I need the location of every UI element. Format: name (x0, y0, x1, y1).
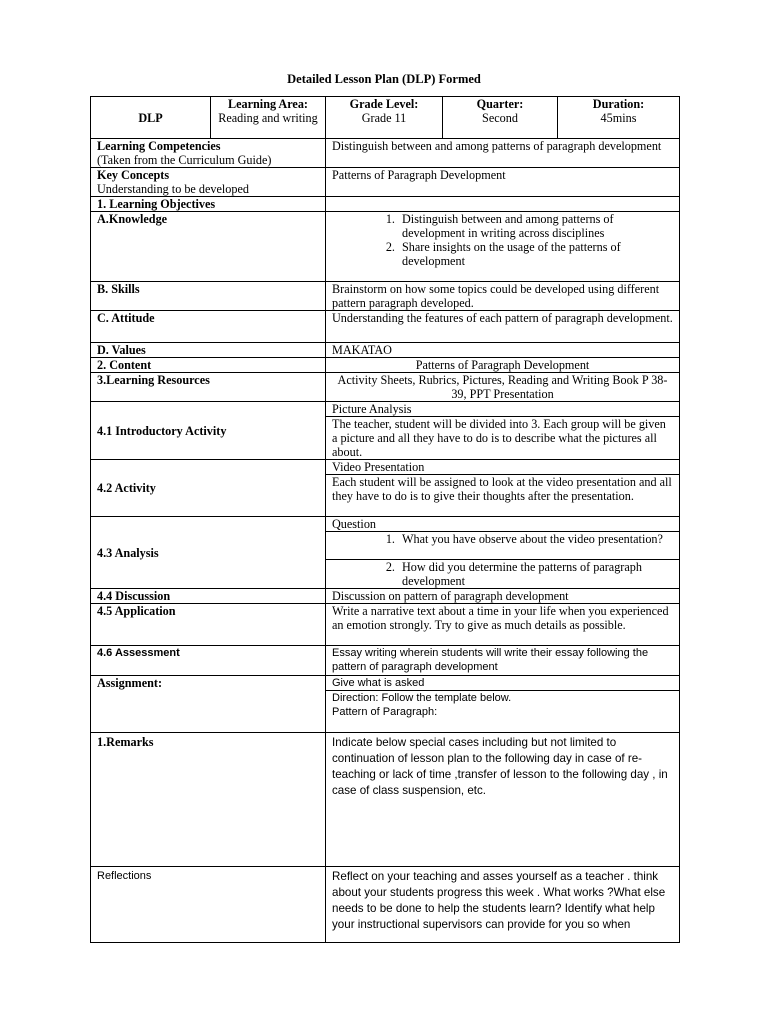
values-row (91, 343, 680, 358)
competencies-sub: (Taken from the Curriculum Guide) (97, 153, 272, 167)
skills-row (91, 282, 680, 311)
learning-area-cell (211, 97, 326, 139)
activity-value: Each student will be assigned to look at the video presentation and all they have to do is to give their thoughts after the presentation. (326, 475, 680, 517)
learning-area-value: Reading and writing (218, 111, 318, 125)
reflections-label: Reflections (91, 867, 326, 943)
intro-label: 4.1 Introductory Activity (91, 402, 326, 460)
header-row (91, 97, 680, 139)
knowledge-value (326, 212, 680, 282)
lesson-plan-table (90, 96, 680, 943)
competencies-value: Distinguish between and among patterns of paragraph development (326, 139, 680, 168)
content-row (91, 358, 680, 373)
document-title: Detailed Lesson Plan (DLP) Formed (287, 72, 481, 86)
assessment-label: 4.6 Assessment (91, 646, 326, 676)
assessment-row (91, 646, 680, 676)
key-concepts-sub: Understanding to be developed (97, 182, 249, 196)
application-label: 4.5 Application (91, 604, 326, 646)
key-concepts-value: Patterns of Paragraph Development (326, 168, 680, 197)
knowledge-item: 1. Distinguish between and among patterns of development in writing across disciplines (398, 212, 673, 240)
activity-title-row (91, 460, 680, 475)
analysis-title-row (91, 517, 680, 532)
assignment-pattern: Pattern of Paragraph: (332, 706, 438, 718)
attitude-label: C. Attitude (91, 311, 326, 343)
assignment-label: Assignment: (91, 676, 326, 733)
competencies-row (91, 139, 680, 168)
learning-area-label: Learning Area: (227, 97, 308, 111)
quarter-value: Second (482, 111, 518, 125)
knowledge-row (91, 212, 680, 282)
values-value: MAKATAO (326, 343, 680, 358)
discussion-value: Discussion on pattern of paragraph development (326, 589, 680, 604)
quarter-cell (443, 97, 558, 139)
analysis-label: 4.3 Analysis (91, 517, 326, 589)
duration-cell (558, 97, 680, 139)
intro-title: Picture Analysis (326, 402, 680, 417)
attitude-value: Understanding the features of each pattern of paragraph development. (326, 311, 680, 343)
assignment-direction: Direction: Follow the template below. (332, 692, 512, 704)
objectives-label: 1. Learning Objectives (91, 197, 326, 212)
knowledge-item: 2. Share insights on the usage of the patterns of development (398, 240, 673, 268)
application-row (91, 604, 680, 646)
dlp-cell: DLP (91, 97, 211, 139)
values-label: D. Values (91, 343, 326, 358)
assessment-value: Essay writing wherein students will write their essay following the pattern of paragraph development (326, 646, 680, 676)
remarks-row (91, 733, 680, 867)
key-concepts-row (91, 168, 680, 197)
analysis-item: 2. How did you determine the patterns of paragraph development (398, 560, 673, 588)
activity-label: 4.2 Activity (91, 460, 326, 517)
intro-title-row (91, 402, 680, 417)
assignment-title-row (91, 676, 680, 691)
resources-row (91, 373, 680, 402)
quarter-label: Quarter: (476, 97, 524, 111)
grade-level-value: Grade 11 (361, 111, 407, 125)
remarks-label: 1.Remarks (91, 733, 326, 867)
skills-value: Brainstorm on how some topics could be developed using different pattern paragraph developed. (326, 282, 680, 311)
duration-value: 45mins (600, 111, 637, 125)
activity-title: Video Presentation (326, 460, 680, 475)
application-value: Write a narrative text about a time in your life when you experienced an emotion strongly. Try to give as much details as possible. (326, 604, 680, 646)
attitude-row (91, 311, 680, 343)
analysis-item: 1. What you have observe about the video presentation? (398, 532, 673, 546)
grade-level-cell (326, 97, 443, 139)
key-concepts-label: Key Concepts (97, 168, 170, 182)
resources-label: 3.Learning Resources (91, 373, 326, 402)
reflections-value: Reflect on your teaching and asses yourself as a teacher . think about your students progress this week . What works ?What else needs to be done to help the students learn? Identify what help your instructional supervisors can provide for you so when (326, 867, 680, 943)
duration-label: Duration: (592, 97, 645, 111)
objectives-row (91, 197, 680, 212)
intro-value: The teacher, student will be divided into 3. Each group will be given a picture and all they have to do is to describe what the pictures all about. (326, 417, 680, 460)
competencies-label: Learning Competencies (97, 139, 221, 153)
content-value: Patterns of Paragraph Development (326, 358, 680, 373)
discussion-row (91, 589, 680, 604)
assignment-title: Give what is asked (326, 676, 680, 691)
knowledge-label: A.Knowledge (91, 212, 326, 282)
remarks-value: Indicate below special cases including but not limited to continuation of lesson plan to the following day in case of re-teaching or lack of time ,transfer of lesson to the following day , in case of class suspension, etc. (326, 733, 680, 867)
analysis-title: Question (326, 517, 680, 532)
skills-label: B. Skills (91, 282, 326, 311)
discussion-label: 4.4 Discussion (91, 589, 326, 604)
grade-level-label: Grade Level: (349, 97, 419, 111)
content-label: 2. Content (91, 358, 326, 373)
resources-value: Activity Sheets, Rubrics, Pictures, Reading and Writing Book P 38- 39, PPT Presentation (326, 373, 680, 402)
reflections-row (91, 867, 680, 943)
